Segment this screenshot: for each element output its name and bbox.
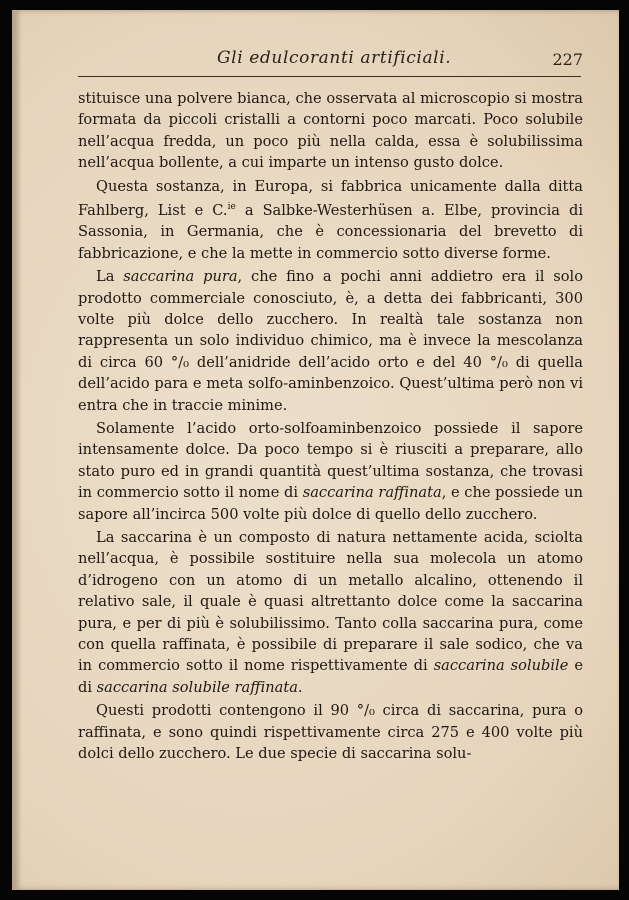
running-title: Gli edulcoranti artificiali. <box>217 48 452 68</box>
text-run: La saccarina è un composto di natura nettamente acida, sciolta nell’acqua, è possibile sostituire nella sua molecola un atomo d’idrogeno con un atomo di un metallo alcalino, ottenendo il relativo sale, il quale è quasi altrettanto dolce come la saccarina pura, e per di più è solubilissimo. Tanto colla saccarina pura, come con quella raffinata, è possibile di preparare il sale sodico, che va in commercio sotto il nome rispettivamente di <box>78 528 583 675</box>
paragraph-6 <box>78 700 583 764</box>
text-run: a Salbke-Westerhüsen a. Elbe, provincia di Sassonia, in Germania, che è concessionaria del brevetto di fabbricazione, e che la mette in commercio sotto diverse forme. <box>78 201 583 262</box>
italic-term: saccarina pura <box>123 268 238 286</box>
text-run: . <box>297 678 303 696</box>
superscript: ie <box>227 202 236 213</box>
header-rule <box>78 76 581 77</box>
book-page <box>12 10 619 890</box>
text-run: Solamente l’acido orto-solfoaminbenzoico possiede il sapore intensamente dolce. Da poco tempo si è riusciti a preparare, allo stato puro ed in grandi quantità quest’ultima sostanza, che trovasi in commercio sotto il nome di <box>78 419 583 502</box>
text-run: e di <box>78 657 583 696</box>
paragraph-4 <box>78 418 583 525</box>
text-run: , e che possiede un sapore all’incirca 500 volte più dolce di quello dello zucchero. <box>78 484 584 523</box>
text-run: , che fino a pochi anni addietro era il solo prodotto commerciale conosciuto, è, a detta dei fabbricanti, 300 volte più dolce dello zucchero. In realtà tale sostanza non rappresenta un solo individuo chimico, ma è invece la mescolanza di circa 60 °/₀ dell’anidride dell’acido orto e del 40 °/₀ di quella dell’acido para e meta solfo-aminbenzoico. Quest’ultima però non vi entra che in traccie minime. <box>78 268 583 414</box>
paragraph-3 <box>78 266 583 416</box>
page-gutter-shadow <box>12 10 22 890</box>
paragraph-2 <box>78 176 583 264</box>
page-number: 227 <box>552 50 583 69</box>
text-run: stituisce una polvere bianca, che osservata al microscopio si mostra formata da piccoli cristalli a contorni poco marcati. Poco solubile nell’acqua fredda, un poco più nella calda, essa è solubilissima nell’acqua bollente, a cui imparte un intenso gusto dolce. <box>78 90 583 172</box>
italic-term: saccarina raffinata <box>302 484 442 502</box>
italic-term: saccarina solubile raffinata <box>96 678 298 696</box>
page-body <box>78 88 583 764</box>
paragraph-5 <box>78 527 583 698</box>
text-run: Questi prodotti contengono il 90 °/₀ circa di saccarina, pura o raffinata, e sono quindi rispettivamente circa 275 e 400 volte più dolci dello zucchero. Le due specie di saccarina solu- <box>78 702 583 763</box>
italic-term: saccarina solubile <box>433 657 569 675</box>
running-header <box>12 48 619 74</box>
text-run: La <box>96 268 124 286</box>
text-run: Questa sostanza, in Europa, si fabbrica unicamente dalla ditta Fahlberg, List e C. <box>78 177 583 219</box>
paragraph-1 <box>78 88 583 174</box>
